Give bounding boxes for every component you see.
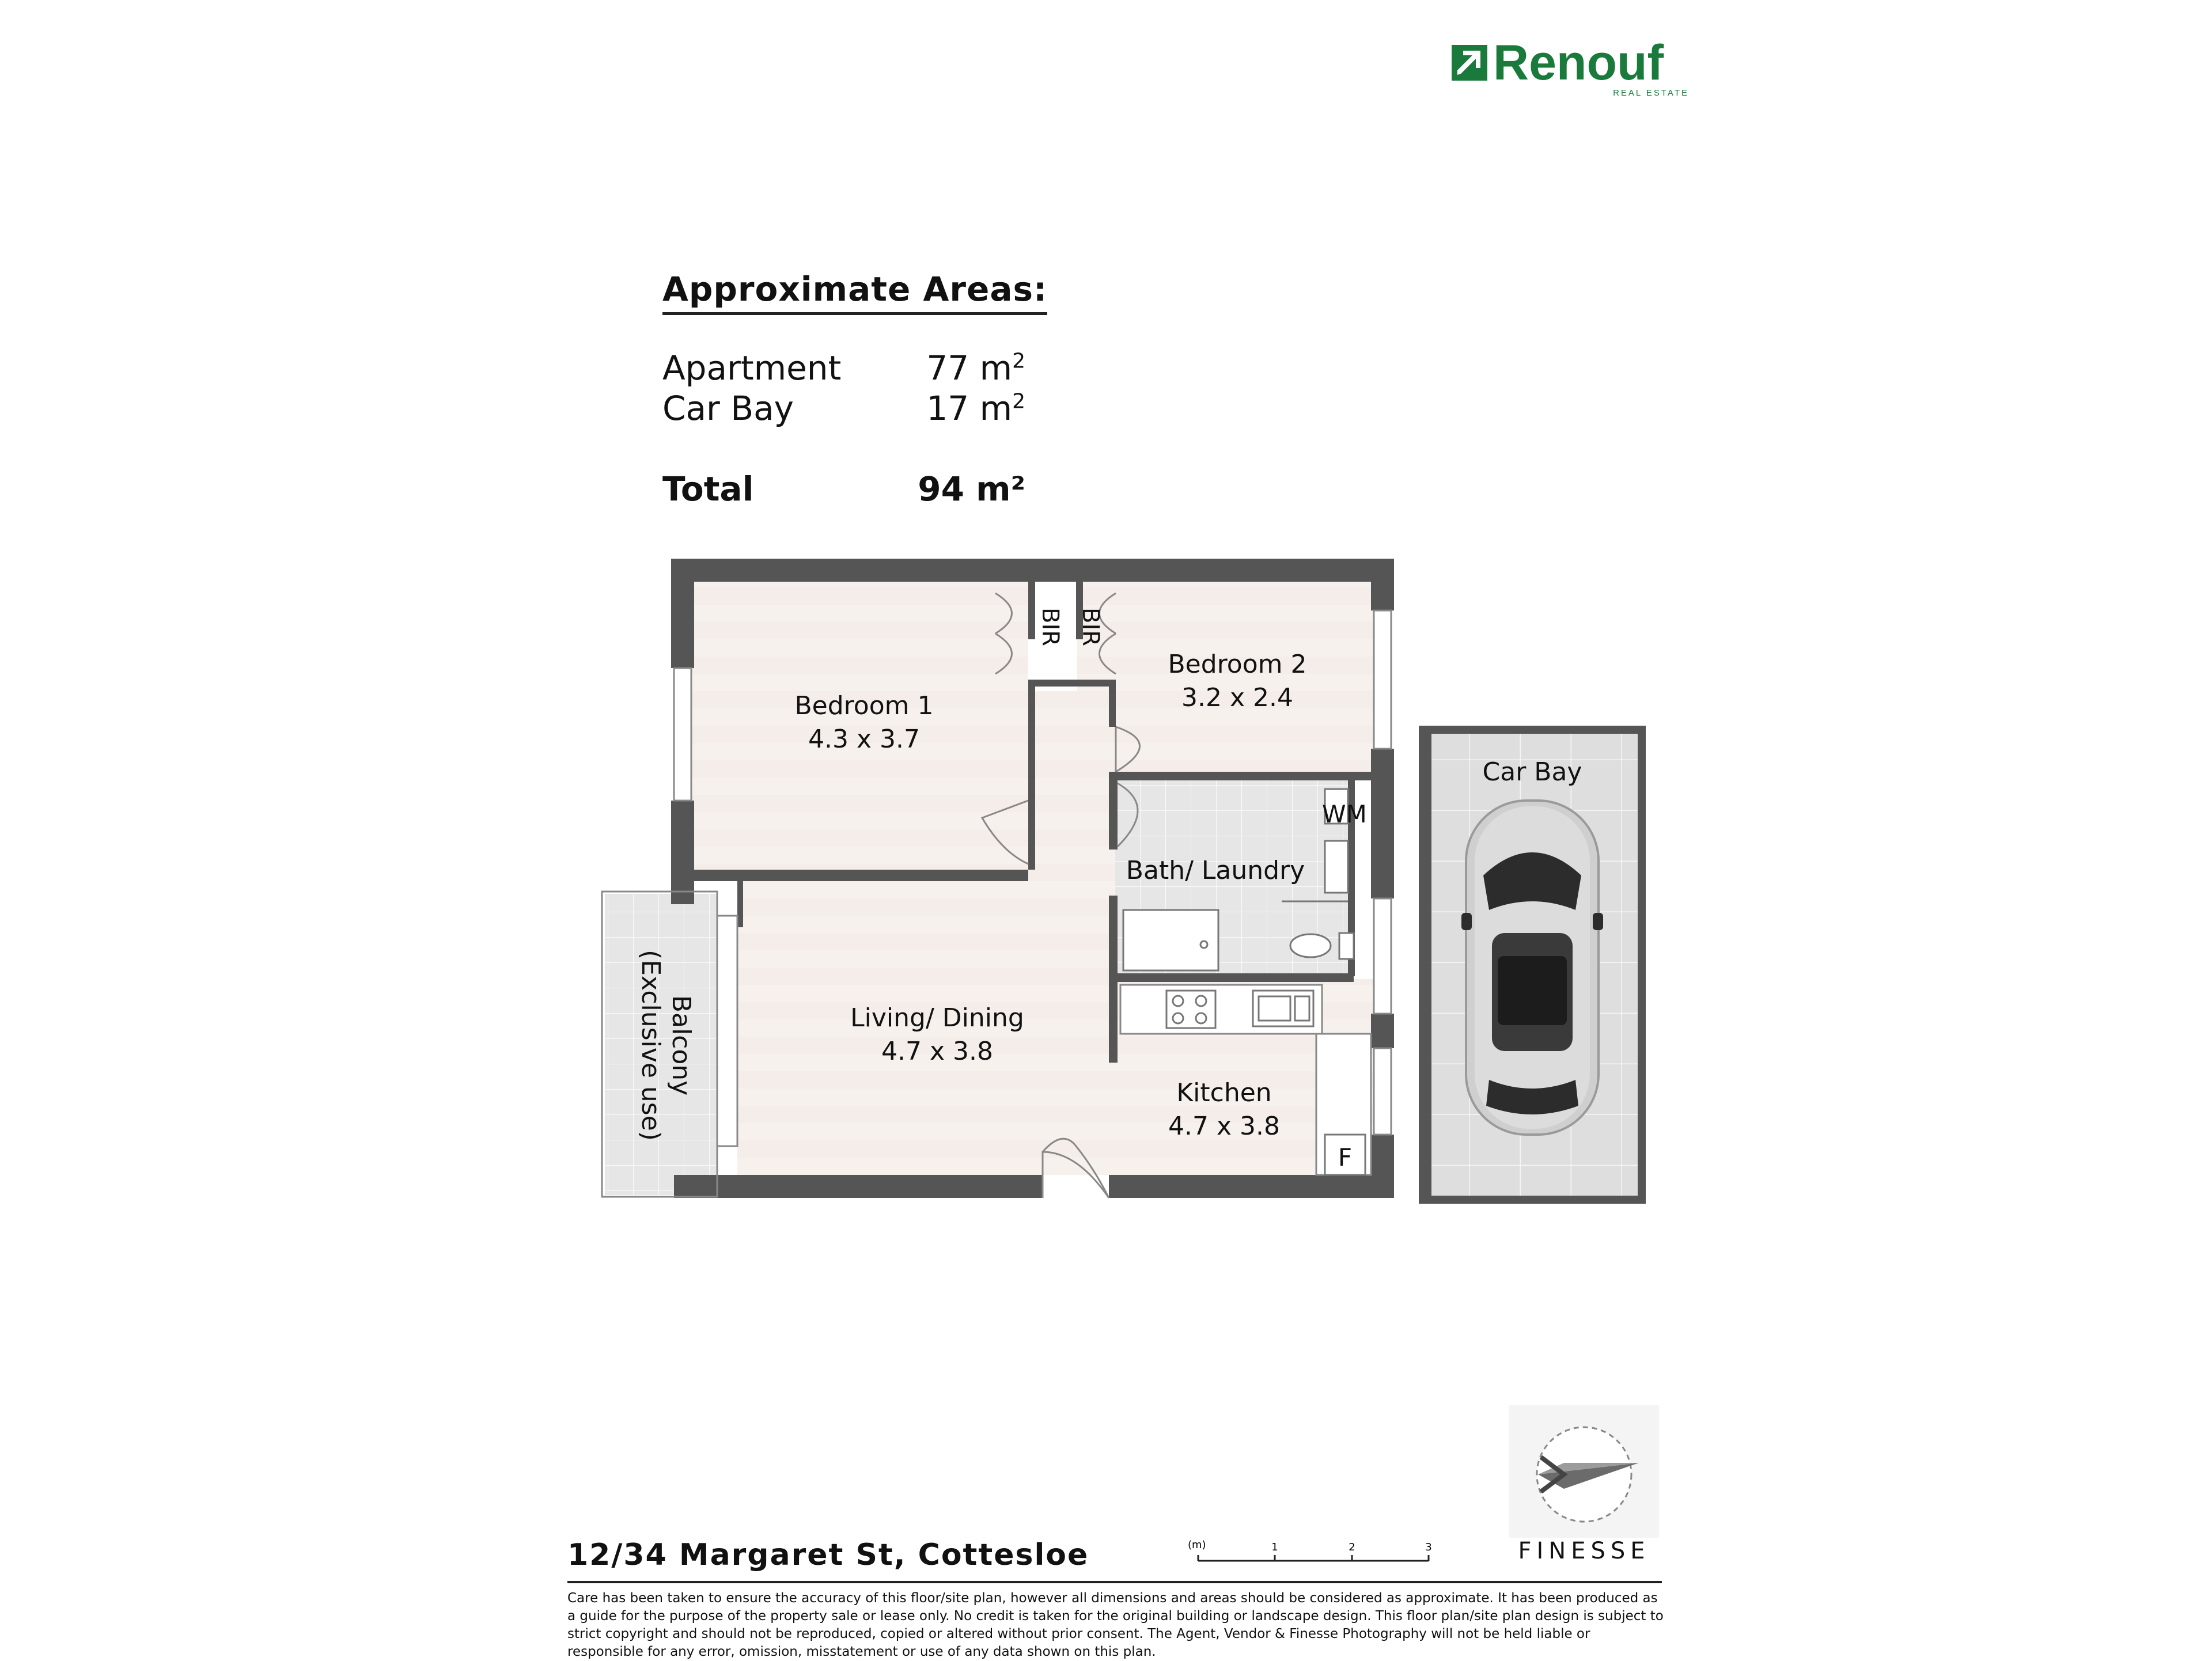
living-dims: 4.7 x 3.8 xyxy=(881,1037,993,1066)
compass-icon xyxy=(1509,1405,1659,1538)
bedroom2-name: Bedroom 2 xyxy=(1168,650,1307,679)
kitchen-name: Kitchen xyxy=(1176,1078,1272,1108)
toilet-cistern-icon xyxy=(1339,933,1354,959)
photographer-brand: FINESSE xyxy=(1518,1538,1650,1564)
areas-heading: Approximate Areas: xyxy=(662,270,1047,315)
renouf-logo xyxy=(1440,40,1694,104)
bath-name: Bath/ Laundry xyxy=(1126,856,1305,885)
fridge-label: F xyxy=(1338,1143,1353,1171)
scale-unit: (m) xyxy=(1188,1539,1206,1551)
renouf-mark-icon xyxy=(1452,45,1487,81)
area-value-carbay: 17 $m^2$ xyxy=(926,389,1025,428)
area-value-apartment: 77 $m^2$ xyxy=(926,348,1025,388)
scale-tick-3: 3 xyxy=(1425,1541,1432,1553)
carbay-name: Car Bay xyxy=(1482,757,1582,787)
property-address: 12/34 Margaret St, Cottesloe xyxy=(567,1538,1089,1572)
area-label-total: Total xyxy=(662,469,754,509)
area-label-carbay: Car Bay xyxy=(662,389,794,428)
scale-tick-2: 2 xyxy=(1349,1541,1355,1553)
footer-divider xyxy=(567,1581,1662,1583)
bir-left-label: BIR xyxy=(1037,608,1063,647)
disclaimer-text: Care has been taken to ensure the accuracy of this floor/site plan, however all dimensions and areas should be considered as approximate. It has been produced as a guide for the purpose of the property sale or lease only. No credit is taken for the original building or landscape design. This floor plan/site plan design is subject to strict copyright and should not be reproduced, copied or altered without prior consent. The Agent, Vendor & Finesse Photography will not be held liable or responsible for any error, omission, misstatement or use of any data shown on this plan. xyxy=(567,1591,1664,1659)
brand-sub: REAL ESTATE xyxy=(1613,88,1689,98)
area-value-total: 94 m² xyxy=(918,469,1025,509)
bir-right-label: BIR xyxy=(1077,608,1104,647)
area-label-apartment: Apartment xyxy=(662,348,842,388)
kitchen-dims: 4.7 x 3.8 xyxy=(1168,1112,1280,1141)
living-name: Living/ Dining xyxy=(850,1003,1024,1033)
scale-tick-1: 1 xyxy=(1271,1541,1278,1553)
scale-bar xyxy=(1181,1538,1440,1572)
brand-name: Renouf xyxy=(1493,40,1664,90)
toilet-icon xyxy=(1290,934,1331,957)
bedroom1-name: Bedroom 1 xyxy=(794,691,934,720)
floor-plan xyxy=(576,541,1728,1233)
bedroom1-dims: 4.3 x 3.7 xyxy=(808,725,920,754)
balcony-line1: Balcony xyxy=(666,995,696,1096)
sink-icon xyxy=(1325,841,1348,893)
bedroom2-dims: 3.2 x 2.4 xyxy=(1181,683,1293,712)
car-icon xyxy=(1461,801,1603,1135)
wm-label: WM xyxy=(1322,800,1367,828)
balcony-line2: (Exclusive use) xyxy=(636,950,665,1141)
